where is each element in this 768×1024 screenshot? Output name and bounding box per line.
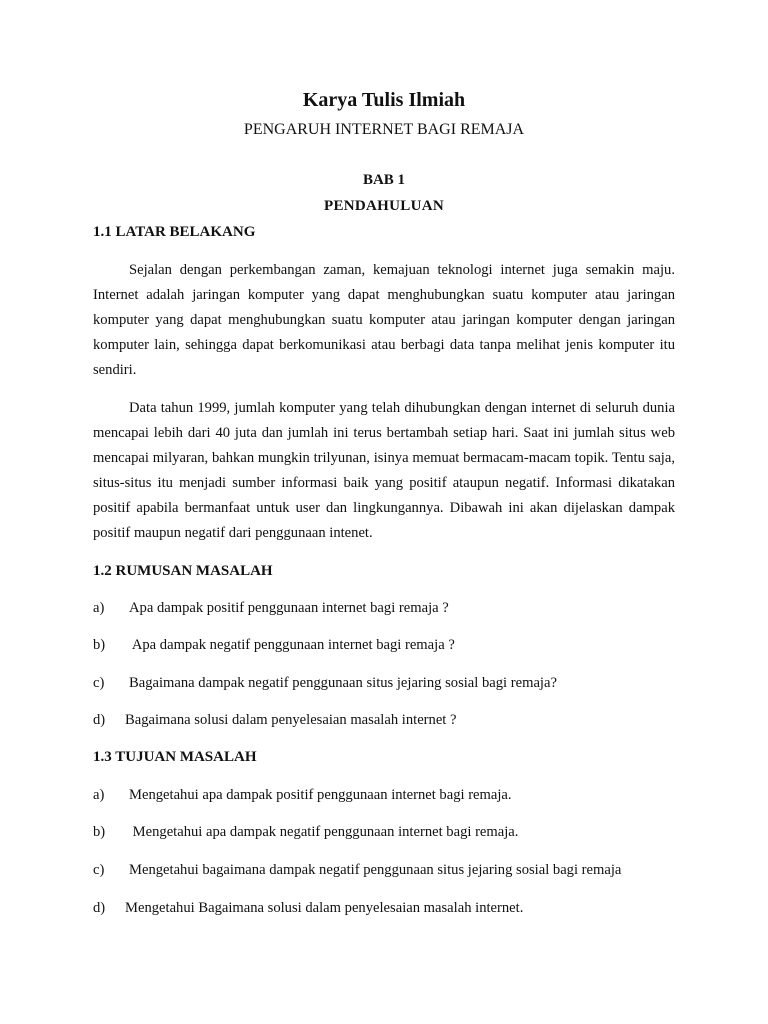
list-marker: c) [93,675,105,691]
list-item-text: Bagaimana solusi dalam penyelesaian masalah internet ? [125,712,457,728]
list-item-text: Apa dampak positif penggunaan internet bagi remaja ? [129,600,449,616]
list-marker: c) [93,862,105,878]
list-item [93,825,518,840]
list-item [93,601,449,616]
list-item-text: Mengetahui apa dampak negatif penggunaan internet bagi remaja. [129,824,519,840]
section-heading-tujuan-masalah: 1.3 TUJUAN MASALAH [93,749,257,765]
list-item [93,863,621,878]
list-item [93,638,455,653]
list-marker: d) [93,900,106,916]
chapter-number: BAB 1 [362,172,406,188]
list-item-text: Mengetahui bagaimana dampak negatif penggunaan situs jejaring sosial bagi remaja [129,862,622,878]
list-item [93,901,523,916]
paragraph-latar-belakang-1: Sejalan dengan perkembangan zaman, kemajuan teknologi internet juga semakin maju. Internet adalah jaringan komputer yang dapat menghubungkan suatu komputer atau jaringan komputer yang dapat menghubungkan suatu komputer atau jaringan komputer dengan jaringan komputer lain, sehingga dapat berkomunikasi atau berbagi data tanpa melihat jenis komputer itu sendiri. [93,262,675,378]
list-item [93,676,557,691]
chapter-title: PENDAHULUAN [324,198,444,214]
list-item [93,788,512,803]
list-item-text: Apa dampak negatif penggunaan internet bagi remaja ? [129,637,455,653]
document-subtitle: PENGARUH INTERNET BAGI REMAJA [243,121,525,138]
list-marker: b) [93,637,106,653]
list-marker: b) [93,824,106,840]
section-heading-latar-belakang: 1.1 LATAR BELAKANG [93,224,256,240]
document-title: Karya Tulis Ilmiah [302,89,466,111]
section-heading-rumusan-masalah: 1.2 RUMUSAN MASALAH [93,563,273,579]
paragraph-latar-belakang-2: Data tahun 1999, jumlah komputer yang telah dihubungkan dengan internet di seluruh dunia mencapai lebih dari 40 juta dan jumlah ini terus bertambah setiap hari. Saat ini jumlah situs web mencapai milyaran, bahkan mungkin trilyunan, isinya memuat bermacam-macam topik. Tentu saja, situs-situs itu menjadi sumber informasi baik yang positif ataupun negatif. Informasi dikatakan positif apabila bermanfaat untuk user dan lingkungannya. Dibawah ini akan dijelaskan dampak positif maupun negatif dari penggunaan intenet. [93,400,675,541]
list-item-text: Mengetahui Bagaimana solusi dalam penyelesaian masalah internet. [125,900,524,916]
list-marker: a) [93,600,105,616]
list-item-text: Mengetahui apa dampak positif penggunaan internet bagi remaja. [129,787,512,803]
list-marker: a) [93,787,105,803]
list-item-text: Bagaimana dampak negatif penggunaan situs jejaring sosial bagi remaja? [129,675,557,691]
list-item [93,713,456,728]
list-marker: d) [93,712,106,728]
